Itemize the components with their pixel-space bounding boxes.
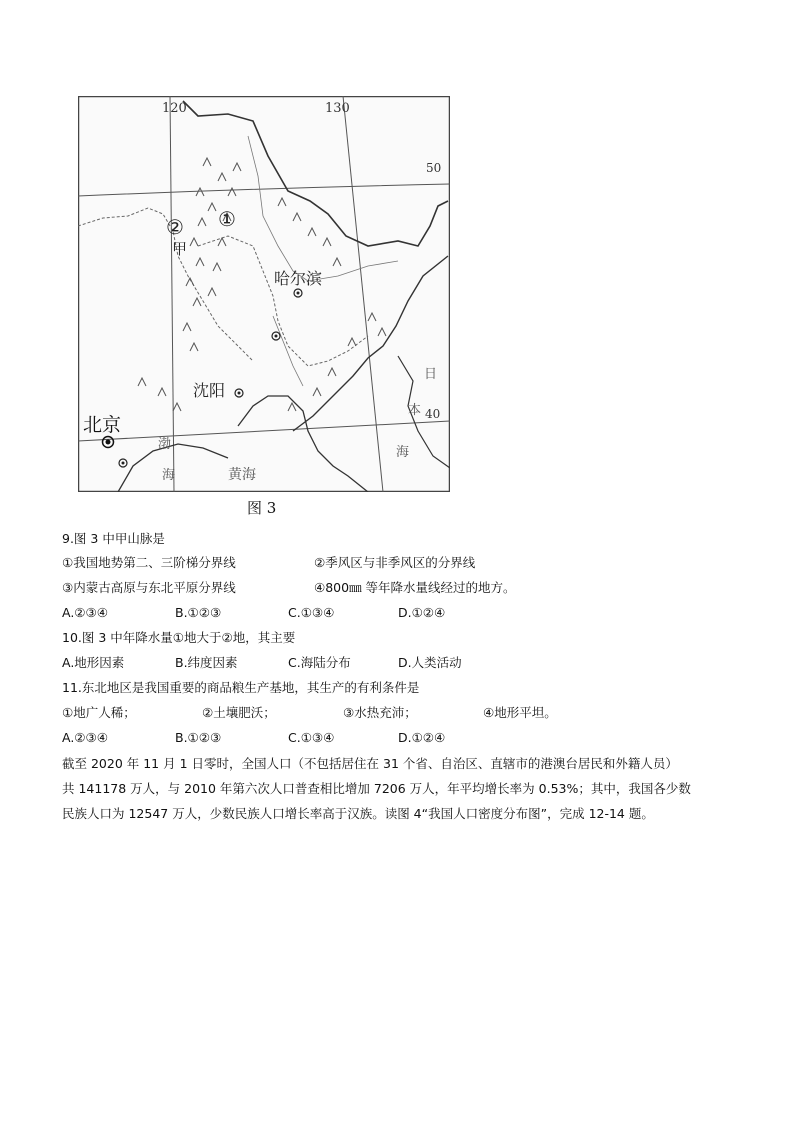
shenyang-city-dot-icon [238,392,241,395]
sea-of-japan-label-ri: 日 [424,367,438,382]
beijing-label: 北京 [83,414,122,436]
point-2-label: ② [166,215,184,239]
q11-option-c: C.①③④ [288,730,335,745]
figure-caption: 图 3 [247,499,277,517]
q9-statement-3: ③内蒙古高原与东北平原分界线 [62,580,236,595]
lon-120-label: 120 [162,101,187,116]
q11-statement-2: ②土壤肥沃； [202,705,276,720]
q9-option-a: A.②③④ [62,605,108,620]
q11-option-d: D.①②④ [398,730,446,745]
northeast-china-map [78,96,450,492]
q9-option-c: C.①③④ [288,605,335,620]
lon-130-label: 130 [325,101,350,116]
q10-option-d: D.人类活动 [398,655,462,670]
tianjin-city-dot-icon [122,462,125,465]
huanghai-label: 黄海 [228,467,256,483]
q10-option-a: A.地形因素 [62,655,125,670]
q11-option-b: B.①②③ [175,730,222,745]
q11-statement-3: ③水热充沛； [343,705,417,720]
lat-50-label: 50 [426,161,442,175]
shenyang-label: 沈阳 [193,381,226,400]
bohai-label-1: 渤 [158,437,172,452]
jia-label: 甲 [172,240,188,258]
sea-of-japan-label-hai: 海 [396,445,410,460]
q9-statement-1: ①我国地势第二、三阶梯分界线 [62,555,236,570]
q9-statement-4: ④800㎜ 等年降水量线经过的地方。 [314,580,516,595]
q9-statement-2: ②季风区与非季风区的分界线 [314,555,476,570]
lat-40-label: 40 [425,407,441,421]
sea-of-japan-label-ben: 本 [408,403,422,418]
harbin-label: 哈尔滨 [274,269,323,288]
q10-stem: 10.图 3 中年降水量①地大于②地，其主要 [62,630,296,645]
point-1-label: ① [218,207,236,231]
q11-statement-1: ①地广人稀； [62,705,136,720]
q11-statement-4: ④地形平坦。 [483,705,557,720]
beijing-capital-dot-icon [106,440,111,445]
q9-option-b: B.①②③ [175,605,222,620]
harbin-city-dot-icon [297,292,300,295]
passage-line-1: 截至 2020 年 11 月 1 日零时，全国人口（不包括居住在 31 个省、自治区、直辖市的港澳台居民和外籍人员） [62,756,678,771]
q9-option-d: D.①②④ [398,605,446,620]
passage-line-2: 共 141178 万人，与 2010 年第六次人口普查相比增加 7206 万人，年平均增长率为 0.53%；其中，我国各少数 [62,781,691,796]
population-passage [62,751,762,826]
passage-line-3: 民族人口为 12547 万人，少数民族人口增长率高于汉族。读图 4“我国人口密度分布图”，完成 12-14 题。 [62,806,654,821]
q10-option-c: C.海陆分布 [288,655,351,670]
bohai-label-2: 海 [162,468,176,483]
q11-stem: 11.东北地区是我国重要的商品粮生产基地，其生产的有利条件是 [62,680,420,695]
map-figure [78,96,450,492]
q9-stem: 9.图 3 中甲山脉是 [62,531,165,546]
q11-option-a: A.②③④ [62,730,108,745]
q10-option-b: B.纬度因素 [175,655,238,670]
changchun-city-dot-icon [275,335,278,338]
